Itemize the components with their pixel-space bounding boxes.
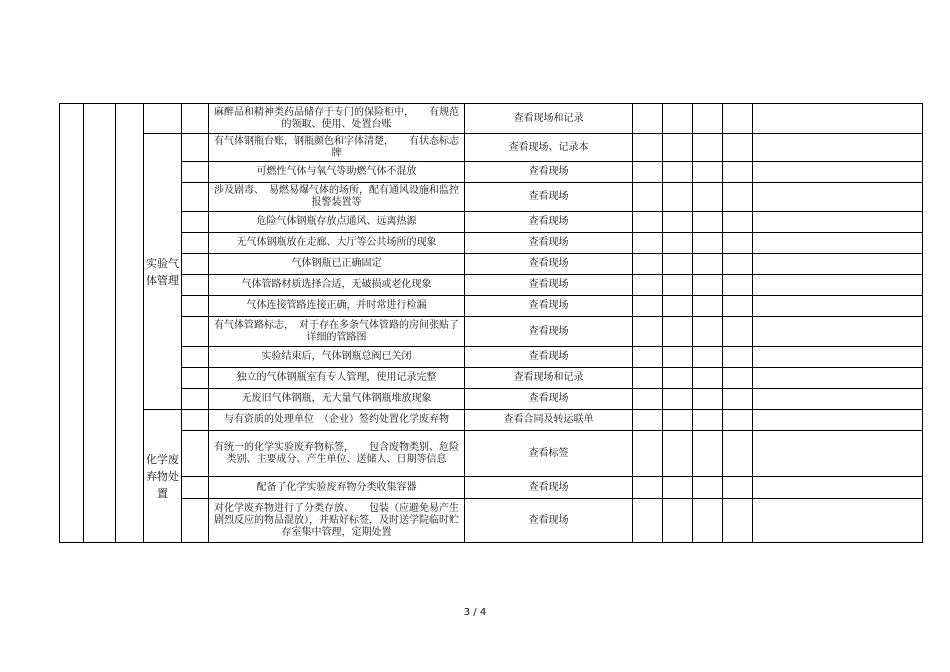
result-cell <box>663 296 693 317</box>
remark-cell <box>753 212 923 233</box>
blank-cell <box>182 431 209 477</box>
inspection-table <box>59 103 923 543</box>
check-method: 查看现场 <box>465 477 633 499</box>
blank-cell <box>84 104 116 543</box>
blank-cell <box>182 296 209 317</box>
table-row <box>60 499 923 543</box>
remark-cell <box>753 162 923 183</box>
check-method: 查看现场、记录本 <box>465 134 633 162</box>
result-cell <box>693 410 723 431</box>
result-cell <box>633 499 663 543</box>
result-cell <box>723 410 753 431</box>
blank-cell <box>182 477 209 499</box>
check-item: 有气体钢瓶台账，钢瓶颜色和字体清楚， 有状态标志牌 <box>209 134 465 162</box>
table-row <box>60 183 923 212</box>
result-cell <box>663 104 693 134</box>
result-cell <box>663 275 693 296</box>
result-cell <box>633 254 663 275</box>
table-row <box>60 134 923 162</box>
blank-cell <box>182 233 209 254</box>
check-item: 配备了化学实验废弃物分类收集容器 <box>209 477 465 499</box>
check-item: 对化学废弃物进行了分类存放、 包装（应避免易产生剧烈反应的物品混放），并贴好标签，及时送学院临时贮存室集中管理，定期处置 <box>209 499 465 543</box>
result-cell <box>633 233 663 254</box>
remark-cell <box>753 254 923 275</box>
check-method: 查看现场 <box>465 347 633 368</box>
result-cell <box>633 212 663 233</box>
result-cell <box>693 477 723 499</box>
check-item: 危险气体钢瓶存放点通风、远离热源 <box>209 212 465 233</box>
result-cell <box>693 233 723 254</box>
result-cell <box>693 275 723 296</box>
result-cell <box>663 134 693 162</box>
result-cell <box>663 431 693 477</box>
result-cell <box>723 296 753 317</box>
result-cell <box>633 410 663 431</box>
result-cell <box>693 162 723 183</box>
check-method: 查看合同及转运联单 <box>465 410 633 431</box>
result-cell <box>723 212 753 233</box>
check-item: 气体钢瓶已正确固定 <box>209 254 465 275</box>
result-cell <box>723 233 753 254</box>
blank-cell <box>182 254 209 275</box>
remark-cell <box>753 275 923 296</box>
table-row <box>60 296 923 317</box>
check-item: 麻醉品和精神类药品储存于专门的保险柜中， 有规范的领取、使用、处置台账 <box>209 104 465 134</box>
category-chemical-waste: 化学废弃物处置 <box>144 410 182 543</box>
remark-cell <box>753 410 923 431</box>
check-method: 查看现场 <box>465 254 633 275</box>
table-row <box>60 275 923 296</box>
check-item: 有气体管路标志， 对于存在多条气体管路的房间张贴了详细的管路图 <box>209 317 465 347</box>
check-method: 查看现场 <box>465 275 633 296</box>
blank-cell <box>182 183 209 212</box>
check-item: 气体连接管路连接正确，并时常进行检漏 <box>209 296 465 317</box>
blank-cell <box>182 368 209 389</box>
blank-cell <box>182 347 209 368</box>
result-cell <box>663 477 693 499</box>
blank-cell <box>182 317 209 347</box>
result-cell <box>693 499 723 543</box>
category-gas-management: 实验气体管理 <box>144 134 182 410</box>
check-item: 实验结束后，气体钢瓶总阀已关闭 <box>209 347 465 368</box>
result-cell <box>633 431 663 477</box>
check-method: 查看现场 <box>465 317 633 347</box>
check-item: 可燃性气体与氧气等助燃气体不混放 <box>209 162 465 183</box>
remark-cell <box>753 183 923 212</box>
blank-cell <box>182 162 209 183</box>
result-cell <box>663 410 693 431</box>
remark-cell <box>753 499 923 543</box>
check-item: 有统一的化学实验废弃物标签， 包含废物类别、危险类别、主要成分、产生单位、送储人、日期等信息 <box>209 431 465 477</box>
table-row <box>60 368 923 389</box>
result-cell <box>663 183 693 212</box>
result-cell <box>723 389 753 410</box>
table-row <box>60 477 923 499</box>
result-cell <box>723 162 753 183</box>
blank-cell <box>182 499 209 543</box>
result-cell <box>723 368 753 389</box>
remark-cell <box>753 347 923 368</box>
remark-cell <box>753 389 923 410</box>
blank-cell <box>60 104 84 543</box>
remark-cell <box>753 317 923 347</box>
result-cell <box>723 499 753 543</box>
check-method: 查看现场和记录 <box>465 104 633 134</box>
check-method: 查看现场 <box>465 162 633 183</box>
result-cell <box>663 389 693 410</box>
result-cell <box>723 134 753 162</box>
result-cell <box>633 104 663 134</box>
result-cell <box>723 104 753 134</box>
blank-cell <box>116 104 144 543</box>
check-item: 气体管路材质选择合适，无破损或老化现象 <box>209 275 465 296</box>
check-method: 查看现场 <box>465 212 633 233</box>
result-cell <box>633 477 663 499</box>
check-method: 查看现场 <box>465 183 633 212</box>
result-cell <box>663 499 693 543</box>
check-item: 与有资质的处理单位 （企业）签约处置化学废弃物 <box>209 410 465 431</box>
result-cell <box>663 254 693 275</box>
remark-cell <box>753 296 923 317</box>
check-method: 查看标签 <box>465 431 633 477</box>
blank-cell <box>182 389 209 410</box>
remark-cell <box>753 104 923 134</box>
blank-cell <box>182 275 209 296</box>
result-cell <box>693 389 723 410</box>
result-cell <box>633 347 663 368</box>
result-cell <box>663 368 693 389</box>
table-row <box>60 162 923 183</box>
blank-cell <box>182 104 209 134</box>
result-cell <box>693 212 723 233</box>
result-cell <box>633 296 663 317</box>
page-number: 3 / 4 <box>463 607 487 618</box>
table-row <box>60 212 923 233</box>
result-cell <box>723 431 753 477</box>
result-cell <box>723 275 753 296</box>
blank-cell <box>182 134 209 162</box>
result-cell <box>693 317 723 347</box>
blank-cell <box>182 410 209 431</box>
table-row <box>60 410 923 431</box>
result-cell <box>693 431 723 477</box>
result-cell <box>633 317 663 347</box>
result-cell <box>723 183 753 212</box>
check-method: 查看现场 <box>465 233 633 254</box>
table-row <box>60 233 923 254</box>
result-cell <box>663 347 693 368</box>
check-item: 无废旧气体钢瓶，无大量气体钢瓶堆放现象 <box>209 389 465 410</box>
check-method: 查看现场 <box>465 389 633 410</box>
check-method: 查看现场 <box>465 499 633 543</box>
result-cell <box>693 368 723 389</box>
result-cell <box>663 317 693 347</box>
result-cell <box>633 368 663 389</box>
check-item: 涉及剧毒、 易燃易爆气体的场所，配有通风设施和监控 报警装置等 <box>209 183 465 212</box>
table-row <box>60 389 923 410</box>
result-cell <box>663 162 693 183</box>
result-cell <box>723 347 753 368</box>
remark-cell <box>753 431 923 477</box>
table-row <box>60 347 923 368</box>
remark-cell <box>753 477 923 499</box>
check-item: 无气体钢瓶放在走廊、大厅等公共场所的现象 <box>209 233 465 254</box>
table-row <box>60 104 923 134</box>
result-cell <box>633 162 663 183</box>
result-cell <box>633 134 663 162</box>
remark-cell <box>753 368 923 389</box>
check-method: 查看现场和记录 <box>465 368 633 389</box>
remark-cell <box>753 134 923 162</box>
result-cell <box>693 296 723 317</box>
result-cell <box>633 389 663 410</box>
table-row <box>60 431 923 477</box>
remark-cell <box>753 233 923 254</box>
result-cell <box>693 104 723 134</box>
result-cell <box>693 254 723 275</box>
blank-cell <box>144 104 182 134</box>
result-cell <box>693 183 723 212</box>
table-row <box>60 254 923 275</box>
result-cell <box>663 212 693 233</box>
result-cell <box>633 275 663 296</box>
check-item: 独立的气体钢瓶室有专人管理，使用记录完整 <box>209 368 465 389</box>
blank-cell <box>182 212 209 233</box>
result-cell <box>633 183 663 212</box>
result-cell <box>723 317 753 347</box>
result-cell <box>693 134 723 162</box>
check-method: 查看现场 <box>465 296 633 317</box>
result-cell <box>723 254 753 275</box>
result-cell <box>723 477 753 499</box>
table-row <box>60 317 923 347</box>
result-cell <box>693 347 723 368</box>
result-cell <box>663 233 693 254</box>
